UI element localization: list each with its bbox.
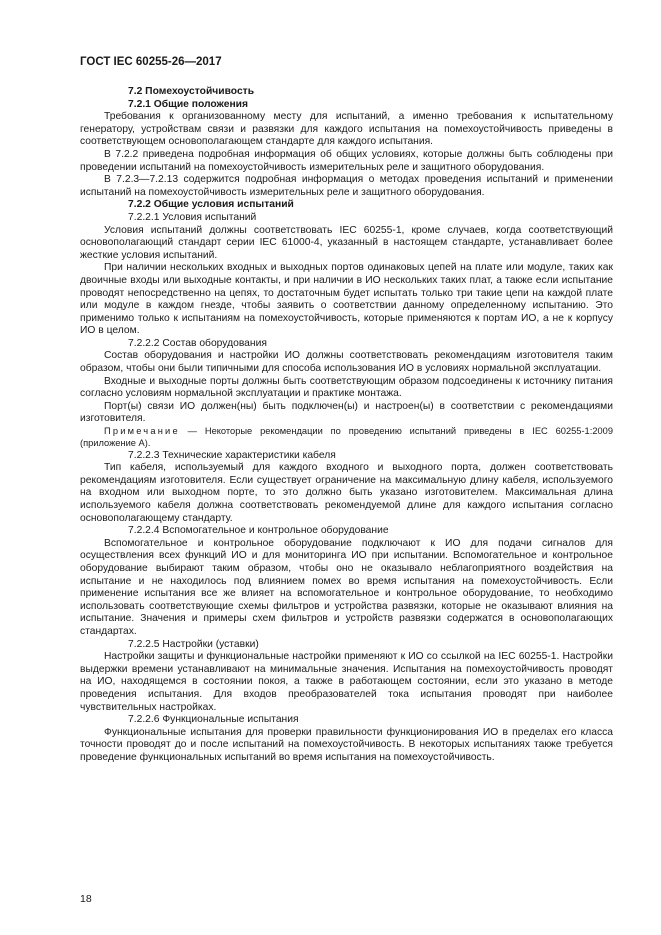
paragraph: При наличии нескольких входных и выходных портов одинаковых цепей на плате или модуле, таких как двоичные входы или выходные контакты, и при наличии в ИО нескольких таких плат, а также если испытание проводят непосредственно на цепях, то достаточным будет испытать только три такие цепи на каждой плате или модуле в каждом гнезде, чтобы заявить о соответствии данному определенному испытанию. Это применимо только к испытаниям на помехоустойчивость, которые применяются к портам ИО, а не к корпусу ИО в целом.: [80, 262, 613, 337]
document-body: [80, 86, 613, 764]
page-content: [80, 56, 613, 764]
document-header: ГОСТ IEC 60255-26—2017: [80, 56, 222, 68]
paragraph: В 7.2.3—7.2.13 содержится подробная информация о методах проведения испытаний и применении испытаний на помехоустойчивость измерительных реле и защитного оборудования.: [80, 174, 613, 198]
subsection-heading: 7.2.2.5 Настройки (уставки): [128, 638, 259, 650]
paragraph: Функциональные испытания для проверки правильности функционирования ИО в пределах его класса точности проводят до и после испытаний на помехоустойчивость. В некоторых испытаниях также требуется проведение функциональных испытаний во время испытания на помехоустойчивость.: [80, 726, 613, 763]
paragraph: Условия испытаний должны соответствовать IEC 60255-1, кроме случаев, когда соответствующий основополагающий стандарт серии IEC 61000-4, указанный в настоящем стандарте, устанавливает более жесткие условия испытаний.: [80, 224, 613, 261]
paragraph: Требования к организованному месту для испытаний, а именно требования к испытательному генератору, устройствам связи и развязки для каждого испытания на помехоустойчивость приведены в соответствующем основополагающем стандарте для каждого испытания.: [80, 111, 613, 148]
page-number: 18: [80, 893, 92, 905]
section-heading: 7.2.2 Общие условия испытаний: [128, 199, 294, 211]
paragraph: Вспомогательное и контрольное оборудование подключают к ИО для подачи сигналов для осуществления всех функций ИО и для мониторинга ИО при испытании. Вспомогательное и контрольное оборудование выбирают таким образом, чтобы оно не оказывало неблагоприятного воздействия на испытание и не находилось под влиянием помех во время испытания на помехоустойчивость. Если применение испытания все же влияет на вспомогательное и контрольное оборудование, то необходимо использовать соответствующие схемы фильтров и устройства развязки, которые не оказывают влияния на испытание. Значения и примеры схем фильтров и устройств развязки содержатся в основополагающих стандартах.: [80, 537, 613, 637]
subsection-heading: 7.2.2.4 Вспомогательное и контрольное оборудование: [128, 525, 389, 537]
section-heading: 7.2 Помехоустойчивость: [128, 86, 255, 97]
note-text: — Некоторые рекомендации по проведению испытаний приведены в IEC 60255-1:2009 (приложение А).: [80, 426, 613, 448]
paragraph: Состав оборудования и настройки ИО должны соответствовать рекомендациям изготовителя таким образом, чтобы они были типичными для способа использования ИО в условиях нормальной эксплуатации.: [80, 350, 613, 375]
paragraph: Порт(ы) связи ИО должен(ны) быть подключен(ы) и настроен(ы) в соответствии с рекомендациями изготовителя.: [80, 400, 613, 425]
paragraph: В 7.2.2 приведена подробная информация об общих условиях, которые должны быть соблюдены при проведении испытаний на помехоустойчивость измерительных реле и защитного оборудования.: [80, 148, 613, 173]
paragraph: Настройки защиты и функциональные настройки применяют к ИО со ссылкой на IEC 60255-1. Настройки выдержки времени устанавливают на минимальные значения. Испытания на помехоустойчивость проводят на ИО, находящемся в состоянии покоя, а также в работающем состоянии, если это указано в методе проведения испытания. Для входов преобразователей тока испытания проводят при наиболее чувствительных настройках.: [80, 651, 613, 713]
subsection-heading: 7.2.2.2 Состав оборудования: [128, 337, 267, 349]
subsection-heading: 7.2.2.3 Технические характеристики кабеля: [128, 449, 336, 461]
paragraph: Тип кабеля, используемый для каждого входного и выходного порта, должен соответствовать рекомендациям изготовителя. Если существует ограничение на максимальную длину кабеля, используемого на входном или выходном порте, то это должно быть указано изготовителем. Максимальная длина используемого кабеля должна соответствовать рекомендуемой длине для каждого испытания согласно основополагающему стандарту.: [80, 462, 613, 524]
note: [80, 426, 613, 450]
note-label: Примечание: [104, 426, 180, 437]
subsection-heading: 7.2.2.6 Функциональные испытания: [128, 714, 299, 726]
paragraph: Входные и выходные порты должны быть соответствующим образом подсоединены к источнику питания согласно условиям нормальной эксплуатации и практике монтажа.: [80, 375, 613, 400]
subsection-heading: 7.2.2.1 Условия испытаний: [128, 211, 257, 223]
section-heading: 7.2.1 Общие положения: [128, 98, 248, 110]
